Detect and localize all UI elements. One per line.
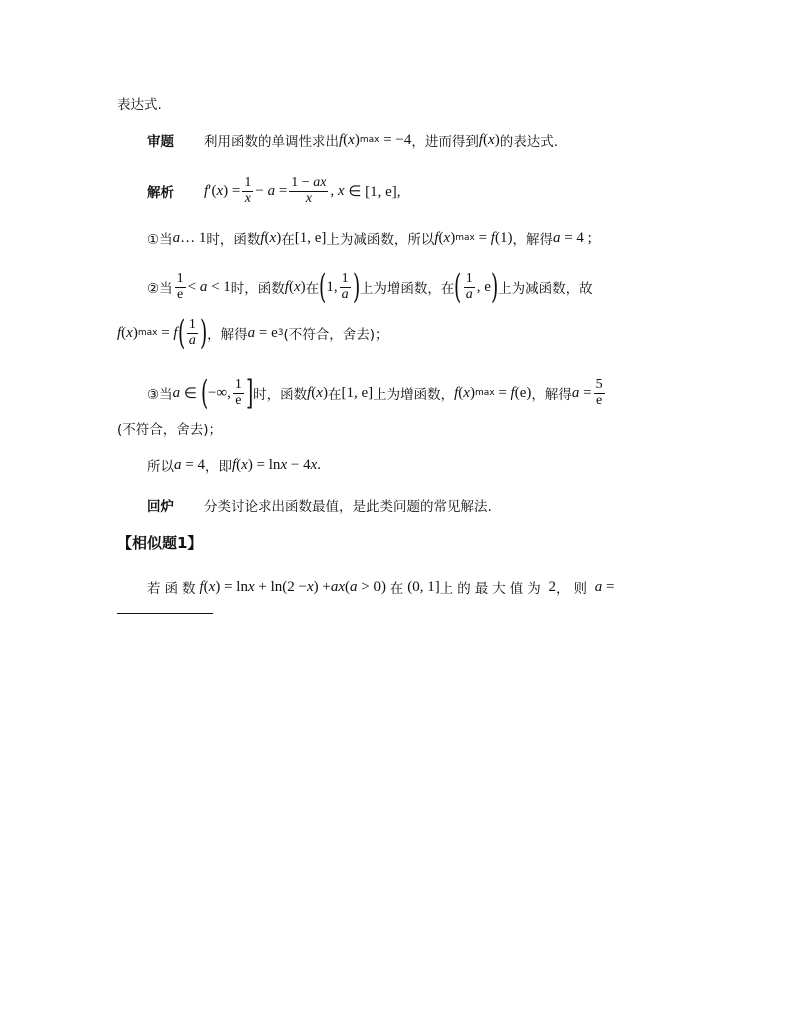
answer-blank[interactable] bbox=[117, 613, 213, 614]
problem-line: 若函数 f ( x ) = ln x + ln(2 − x ) + ax ( a > 0) 在 (0, 1] 上的最大值为 2 ，则 a = bbox=[147, 578, 615, 597]
problem-text-3: 上的最大值为 bbox=[439, 581, 545, 597]
shenti-label: 审题 bbox=[147, 134, 174, 150]
case-2-text-5: 上为减函数，故 bbox=[498, 281, 593, 297]
case-3-text-2: 时，函数 bbox=[253, 387, 308, 403]
case-2-text-7: (不符合，舍去)； bbox=[283, 327, 389, 343]
fraction-1-over-x: $\frac{1}{x}$ bbox=[244, 175, 252, 206]
fraction-derivative: $\frac{1 - ax}{x}$ bbox=[291, 175, 327, 206]
case-1-text-1: ①当 bbox=[147, 232, 173, 248]
jiexi-label: 解析 bbox=[147, 185, 174, 202]
formula-fx: f bbox=[478, 131, 484, 148]
shenti-line: 审题 利用函数的单调性求出 f ( x ) max = −4 ，进而得到 f ( x ) 的表达式. bbox=[147, 131, 559, 150]
case-2-text-4: 上为增函数，在 bbox=[359, 281, 455, 297]
formula-fmax: f bbox=[339, 131, 344, 148]
case-3-line-2 bbox=[117, 418, 222, 438]
case-3-text-4: 上为增函数， bbox=[373, 387, 455, 403]
case-2-text-2: 时，函数 bbox=[230, 281, 285, 297]
continuation-text: 表达式. bbox=[117, 97, 162, 113]
problem-text-2: 在 bbox=[389, 581, 408, 597]
case-3-text-1: ③当 bbox=[147, 387, 173, 403]
case-1-text-2: 时，函数 bbox=[206, 232, 261, 248]
case-2-text-3: 在 bbox=[305, 281, 320, 297]
conclusion-text-1: 所以 bbox=[147, 459, 174, 475]
case-2-line-1: ②当 1 e < a < 1 时，函数 f ( x ) 在 ( 1, 1 a ) 上为增函数，在 ( 1 a , e ) 上为减函数，故 bbox=[147, 267, 593, 307]
case-3-text-6: (不符合，舍去)； bbox=[117, 422, 223, 438]
case-1-text-4: 上为减函数，所以 bbox=[326, 232, 435, 248]
case-2-text-6: ，解得 bbox=[207, 327, 248, 343]
case-1-line: ①当 a … 1 时，函数 f ( x ) 在 [1, e] 上为减函数，所以 f ( x ) max = f (1) ，解得 a = 4 ; bbox=[147, 229, 592, 248]
problem-text-1: 若函数 bbox=[147, 581, 200, 597]
case-3-text-3: 在 bbox=[327, 387, 342, 403]
case-2-text-1: ②当 bbox=[147, 281, 173, 297]
case-3-text-5: ，解得 bbox=[531, 387, 572, 403]
shenti-text-1: 利用函数的单调性求出 bbox=[204, 134, 339, 150]
shenti-text-2: ，进而得到 bbox=[411, 134, 479, 150]
huilu-text: 分类讨论求出函数最值，是此类问题的常见解法. bbox=[204, 499, 492, 515]
shenti-text-3: 的表达式. bbox=[499, 134, 559, 150]
conclusion-text-2: ，即 bbox=[204, 459, 232, 475]
conclusion-line: 所以 a = 4 ，即 f ( x ) = ln x − 4 x . bbox=[147, 456, 321, 475]
case-1-text-5: ，解得 bbox=[512, 232, 553, 248]
case-2-line-2: f ( x ) max = f ( 1 a ) ，解得 a = e 3 (不符合，舍去)； bbox=[117, 313, 389, 353]
huilu-line bbox=[147, 495, 492, 515]
similar-title bbox=[117, 532, 202, 553]
huilu-label: 回炉 bbox=[147, 499, 174, 515]
case-1-text-3: 在 bbox=[281, 232, 295, 248]
jiexi-line: 解析 f ′( x ) = $\frac{1}{x}$ − a = $\frac{1 - ax}{x}$ , x ∈ [1, e], bbox=[147, 175, 401, 206]
text-line-continuation bbox=[117, 93, 162, 113]
problem-text-4: ，则 bbox=[556, 581, 592, 597]
case-3-line-1: ③当 a ∈ ( −∞, 1 e ] 时，函数 f ( x ) 在 [1, e] 上为增函数， f ( x ) max = f (e) ，解得 a = $\frac{5}{e}$ bbox=[147, 373, 603, 413]
similar-title-text: 【相似题1】 bbox=[117, 534, 203, 552]
